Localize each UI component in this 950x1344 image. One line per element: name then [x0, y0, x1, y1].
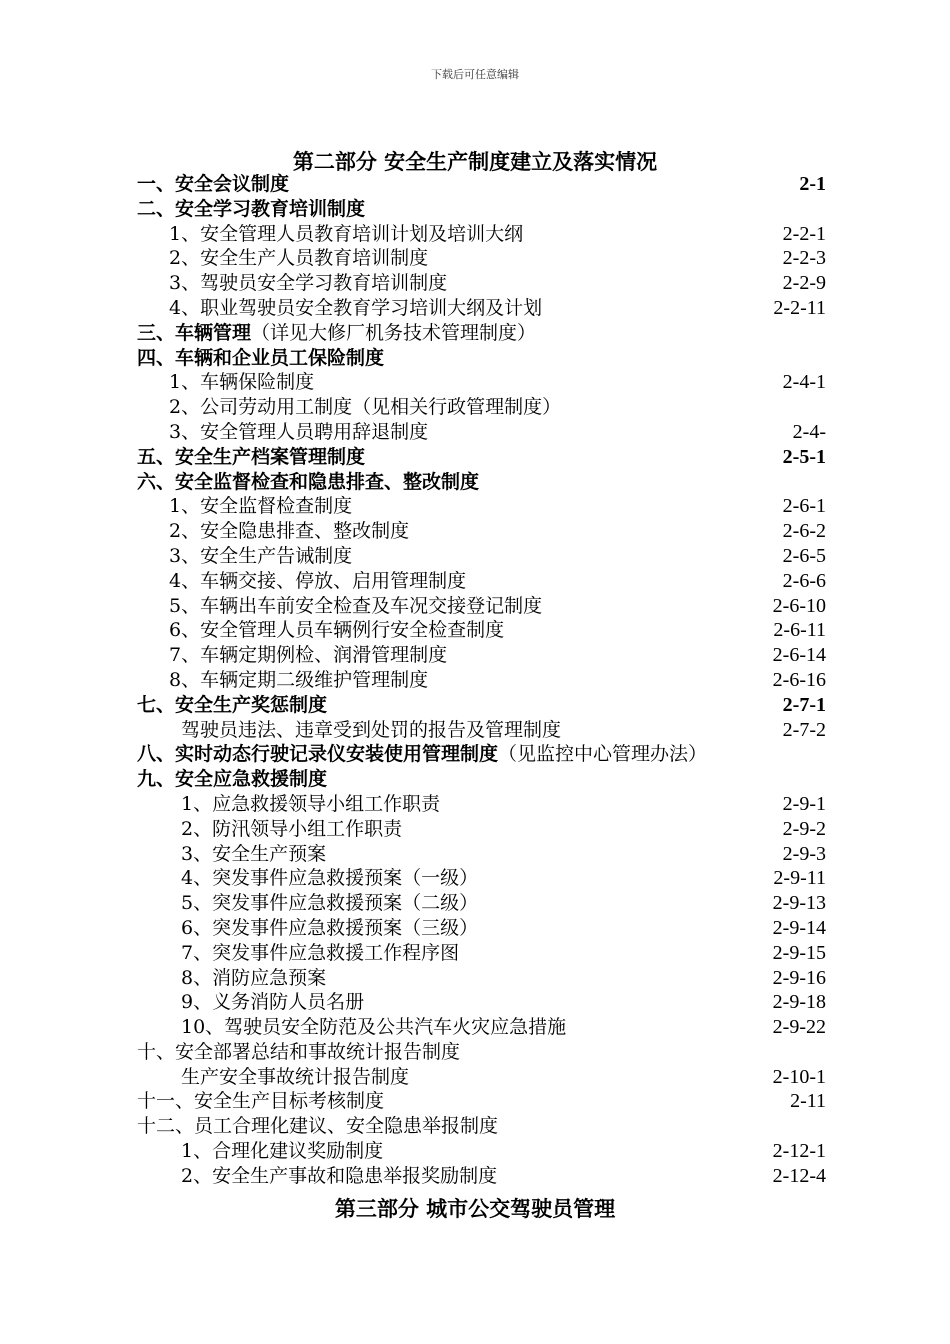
toc-entry-page-number: 2-9-13: [772, 892, 826, 915]
toc-entry-page-number: 2-6-16: [772, 668, 826, 691]
toc-entry-title: 2、公司劳动用工制度（见相关行政管理制度）: [169, 396, 562, 419]
toc-entry-title: 十、安全部署总结和事故统计报告制度: [137, 1040, 461, 1063]
toc-entry-title: 4、车辆交接、停放、启用管理制度: [169, 569, 467, 592]
toc-entry: [137, 792, 826, 817]
toc-entry: [137, 321, 826, 346]
toc-entry: [137, 842, 826, 867]
toc-entry: [137, 222, 826, 247]
toc-entry: [137, 470, 826, 495]
toc-entry-title: 3、安全管理人员聘用辞退制度: [169, 420, 429, 443]
toc-entry-title: 5、车辆出车前安全检查及车况交接登记制度: [169, 594, 543, 617]
toc-entry-title: 1、安全监督检查制度: [169, 495, 353, 518]
toc-entry-page-number: 2-9-22: [772, 1016, 826, 1039]
toc-entry-page-number: 2-9-1: [782, 792, 826, 815]
toc-entry-page-number: 2-12-1: [772, 1140, 826, 1163]
toc-entry: [137, 296, 826, 321]
toc-entry-title: 2、安全隐患排查、整改制度: [169, 520, 410, 543]
toc-entry-page-number: 2-4-1: [782, 371, 826, 394]
toc-entry: [137, 891, 826, 916]
toc-entry-page-number: 2-9-3: [782, 842, 826, 865]
toc-entry-title: 3、安全生产预案: [181, 842, 327, 865]
toc-entry: [137, 668, 826, 693]
toc-entry-page-number: 2-5-1: [782, 445, 826, 468]
toc-entry: [137, 569, 826, 594]
toc-entry: [137, 1065, 826, 1090]
toc-entry: [137, 246, 826, 271]
toc-entry-page-number: 2-2-9: [782, 272, 826, 295]
toc-entry-page-number: 2-1: [799, 173, 826, 195]
toc-entry: [137, 395, 826, 420]
toc-entry-page-number: 2-4-: [792, 420, 826, 443]
toc-entry-note: （见监控中心管理办法）: [498, 743, 708, 766]
toc-entry-title: 5、突发事件应急救援预案（二级）: [181, 892, 479, 915]
part-two-title: 第二部分 安全生产制度建立及落实情况: [292, 150, 658, 174]
toc-entry-title: 3、驾驶员安全学习教育培训制度: [169, 272, 448, 295]
toc-entry-page-number: 2-10-1: [772, 1065, 826, 1088]
toc-entry: [137, 1164, 826, 1189]
toc-entry: [137, 643, 826, 668]
toc-entry-title: 8、消防应急预案: [181, 966, 327, 989]
toc-entry-title: 三、车辆管理（详见大修厂机务技术管理制度）: [137, 321, 537, 344]
toc-entry-page-number: 2-9-18: [772, 991, 826, 1014]
toc-entry-title: 九、安全应急救援制度: [137, 768, 328, 791]
toc-entry-title: 十一、安全生产目标考核制度: [137, 1090, 385, 1113]
toc-entry: [137, 420, 826, 445]
toc-entry-page-number: 2-2-1: [782, 222, 826, 245]
toc-entry-title: 4、职业驾驶员安全教育学习培训大纲及计划: [169, 296, 543, 319]
toc-entry-page-number: 2-9-16: [772, 966, 826, 989]
toc-entry-title: 9、义务消防人员名册: [181, 991, 365, 1014]
toc-entry-title: 八、实时动态行驶记录仪安装使用管理制度（见监控中心管理办法）: [137, 743, 708, 766]
toc-entry: [137, 990, 826, 1015]
toc-entry: [137, 1139, 826, 1164]
toc-entry: [137, 767, 826, 792]
toc-entry-page-number: 2-9-15: [772, 941, 826, 964]
toc-entry: [137, 1015, 826, 1040]
toc-entry-page-number: 2-9-11: [773, 867, 826, 890]
toc-entry-title: 7、车辆定期例检、润滑管理制度: [169, 644, 448, 667]
toc-entry: [137, 544, 826, 569]
toc-entry: [137, 1040, 826, 1065]
toc-entry-title: 6、突发事件应急救援预案（三级）: [181, 916, 479, 939]
toc-entry-title: 6、安全管理人员车辆例行安全检查制度: [169, 619, 505, 642]
toc-entry: [137, 1114, 826, 1139]
toc-entry-title: 生产安全事故统计报告制度: [181, 1065, 410, 1088]
toc-entry-page-number: 2-9-14: [772, 916, 826, 939]
toc-entry: [137, 693, 826, 718]
toc-entry: [137, 197, 826, 222]
part-three-title: 第三部分 城市公交驾驶员管理: [334, 1197, 616, 1221]
toc-entry-page-number: 2-9-2: [782, 817, 826, 840]
page-header: 下载后可任意编辑: [431, 68, 519, 81]
toc-entry: [137, 916, 826, 941]
toc-entry: [137, 346, 826, 371]
toc-entry-title: 五、安全生产档案管理制度: [137, 445, 366, 468]
toc-entry-page-number: 2-7-1: [782, 693, 826, 716]
toc-entry: [137, 1089, 826, 1114]
toc-entry: [137, 941, 826, 966]
toc-entry-title: 十二、员工合理化建议、安全隐患举报制度: [137, 1115, 499, 1138]
toc-entry-page-number: 2-6-5: [782, 544, 826, 567]
toc-entry: [137, 594, 826, 619]
toc-entry: [137, 271, 826, 296]
toc-entry: [137, 172, 826, 197]
toc-entry: [137, 718, 826, 743]
toc-entry-title: 1、合理化建议奖励制度: [181, 1140, 384, 1163]
toc-entry-page-number: 2-2-11: [773, 296, 826, 319]
toc-entry-title: 二、安全学习教育培训制度: [137, 197, 366, 220]
table-of-contents: [137, 172, 826, 1189]
toc-entry: [137, 519, 826, 544]
toc-entry: [137, 494, 826, 519]
toc-entry: [137, 370, 826, 395]
toc-entry: [137, 866, 826, 891]
toc-entry-title: 七、安全生产奖惩制度: [137, 693, 328, 716]
toc-entry-page-number: 2-2-3: [782, 247, 826, 270]
toc-entry-page-number: 2-7-2: [782, 718, 826, 741]
toc-entry-page-number: 2-6-14: [772, 644, 826, 667]
toc-entry: [137, 618, 826, 643]
toc-entry-title: 2、安全生产事故和隐患举报奖励制度: [181, 1164, 498, 1187]
toc-entry-title: 10、驾驶员安全防范及公共汽车火灾应急措施: [181, 1016, 567, 1039]
toc-entry-title: 驾驶员违法、违章受到处罚的报告及管理制度: [181, 718, 562, 741]
toc-entry-title: 8、车辆定期二级维护管理制度: [169, 668, 429, 691]
toc-entry-page-number: 2-6-2: [782, 520, 826, 543]
toc-entry-title: 1、安全管理人员教育培训计划及培训大纲: [169, 222, 524, 245]
toc-entry-title: 一、安全会议制度: [137, 173, 290, 195]
toc-entry-title: 3、安全生产告诫制度: [169, 544, 353, 567]
toc-entry: [137, 742, 826, 767]
toc-entry: [137, 817, 826, 842]
toc-entry-page-number: 2-11: [790, 1090, 826, 1113]
toc-entry-page-number: 2-6-1: [782, 495, 826, 518]
toc-entry-page-number: 2-6-6: [782, 569, 826, 592]
toc-entry-title: 2、安全生产人员教育培训制度: [169, 247, 429, 270]
toc-entry-title: 4、突发事件应急救援预案（一级）: [181, 867, 479, 890]
toc-entry-page-number: 2-12-4: [772, 1164, 826, 1187]
toc-entry: [137, 445, 826, 470]
toc-entry-title: 1、车辆保险制度: [169, 371, 315, 394]
toc-entry-title: 1、应急救援领导小组工作职责: [181, 792, 441, 815]
toc-entry-title: 六、安全监督检查和隐患排查、整改制度: [137, 470, 480, 493]
toc-entry-page-number: 2-6-10: [772, 594, 826, 617]
toc-entry-title: 四、车辆和企业员工保险制度: [137, 346, 385, 369]
toc-entry: [137, 966, 826, 991]
toc-entry-title: 7、突发事件应急救援工作程序图: [181, 941, 460, 964]
toc-entry-note: （详见大修厂机务技术管理制度）: [251, 321, 537, 344]
toc-entry-page-number: 2-6-11: [773, 619, 826, 642]
toc-entry-title: 2、防汛领导小组工作职责: [181, 817, 403, 840]
